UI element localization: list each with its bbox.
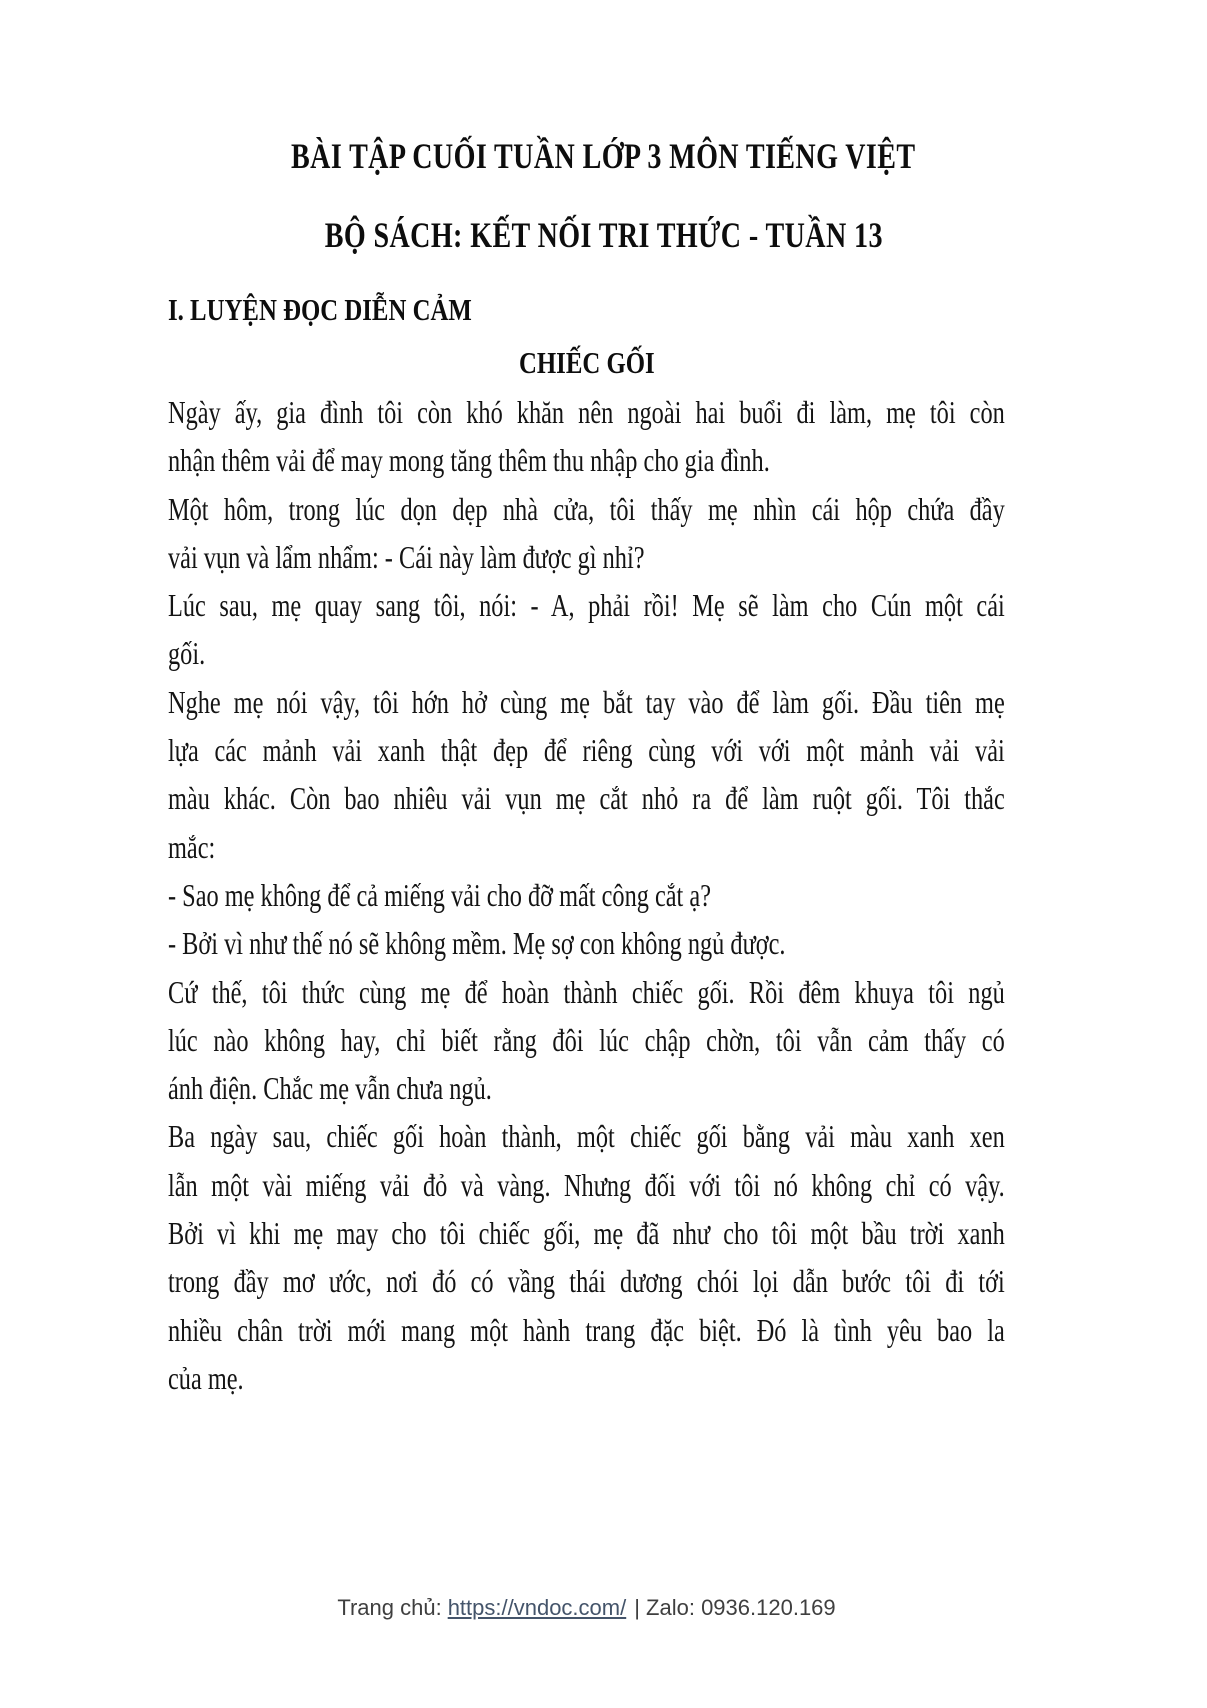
document-subtitle — [0, 213, 1207, 257]
reading-title — [168, 344, 1005, 382]
text-line-content: Ngày ấy, gia đình tôi còn khó khăn nên ngoài hai buổi đi làm, mẹ tôi còn — [168, 394, 1005, 430]
article-body — [168, 388, 1005, 1402]
text-line-content: gối. — [168, 635, 206, 672]
homepage-link[interactable]: https://vndoc.com/ — [447, 1595, 627, 1620]
text-line — [168, 1112, 1005, 1160]
text-line-content: Nghe mẹ nói vậy, tôi hớn hở cùng mẹ bắt tay vào để làm gối. Đầu tiên mẹ — [168, 683, 1005, 720]
text-line — [168, 678, 1005, 726]
text-line-content: Cứ thế, tôi thức cùng mẹ để hoàn thành chiếc gối. Rồi đêm khuya tôi ngủ — [168, 973, 1005, 1010]
text-line — [168, 774, 1005, 822]
section-heading — [168, 291, 548, 329]
text-line — [168, 1306, 1005, 1354]
text-line-content: Lúc sau, mẹ quay sang tôi, nói: - A, phải rồi! Mẹ sẽ làm cho Cún một cái — [168, 587, 1005, 624]
text-line-content: Một hôm, trong lúc dọn dẹp nhà cửa, tôi thấy mẹ nhìn cái hộp chứa đầy — [168, 490, 1005, 527]
text-line — [168, 1354, 1005, 1402]
text-line-content: - Sao mẹ không để cả miếng vải cho đỡ mất công cắt ạ? — [168, 876, 711, 913]
text-line — [168, 629, 1005, 677]
text-line — [168, 871, 1005, 919]
text-line — [168, 485, 1005, 533]
text-line — [168, 1161, 1005, 1209]
text-line-content: Ba ngày sau, chiếc gối hoàn thành, một chiếc gối bằng vải màu xanh xen — [168, 1118, 1005, 1155]
text-line-content: của mẹ. — [168, 1359, 244, 1396]
text-line-content: lựa các mảnh vải xanh thật đẹp để riêng cùng với với một mảnh vải vải — [168, 732, 1005, 769]
text-line-content: Bởi vì khi mẹ may cho tôi chiếc gối, mẹ đã như cho tôi một bầu trời xanh — [168, 1215, 1005, 1252]
text-line — [168, 1257, 1005, 1305]
text-line — [168, 436, 1005, 484]
text-line — [168, 1209, 1005, 1257]
footer-home-label: Trang chủ: — [337, 1595, 442, 1620]
text-line-content: màu khác. Còn bao nhiêu vải vụn mẹ cắt nhỏ ra để làm ruột gối. Tôi thắc — [168, 780, 1005, 817]
text-line — [168, 533, 1005, 581]
document-title — [0, 134, 1207, 178]
page-footer — [168, 1594, 1005, 1622]
text-line-content: nhận thêm vải để may mong tăng thêm thu nhập cho gia đình. — [168, 442, 770, 479]
text-line-content: lẫn một vài miếng vải đỏ và vàng. Nhưng đối với tôi nó không chỉ có vậy. — [168, 1166, 1005, 1203]
text-line — [168, 1016, 1005, 1064]
text-line — [168, 823, 1005, 871]
section-heading-text: I. LUYỆN ĐỌC DIỄN CẢM — [168, 292, 472, 327]
reading-title-text: CHIẾC GỐI — [518, 345, 655, 380]
text-line — [168, 726, 1005, 774]
text-line-content: lúc nào không hay, chỉ biết rằng đôi lúc chập chờn, tôi vẫn cảm thấy có — [168, 1021, 1005, 1058]
text-line — [168, 1064, 1005, 1112]
text-line — [168, 968, 1005, 1016]
document-subtitle-text: BỘ SÁCH: KẾT NỐI TRI THỨC - TUẦN 13 — [324, 215, 883, 255]
text-line — [168, 388, 1005, 436]
text-line-content: mắc: — [168, 828, 216, 865]
text-line-content: - Bởi vì như thế nó sẽ không mềm. Mẹ sợ con không ngủ được. — [168, 925, 786, 962]
text-line-content: nhiều chân trời mới mang một hành trang đặc biệt. Đó là tình yêu bao la — [168, 1311, 1005, 1348]
text-line-content: trong đầy mơ ước, nơi đó có vầng thái dương chói lọi dẫn bước tôi đi tới — [168, 1263, 1005, 1300]
text-line-content: ánh điện. Chắc mẹ vẫn chưa ngủ. — [168, 1070, 492, 1107]
footer-zalo-text: | Zalo: 0936.120.169 — [634, 1595, 836, 1620]
text-line — [168, 581, 1005, 629]
document-title-text: BÀI TẬP CUỐI TUẦN LỚP 3 MÔN TIẾNG VIỆT — [291, 136, 916, 176]
text-line — [168, 919, 1005, 967]
text-line-content: vải vụn và lẩm nhẩm: - Cái này làm được gì nhỉ? — [168, 538, 645, 575]
